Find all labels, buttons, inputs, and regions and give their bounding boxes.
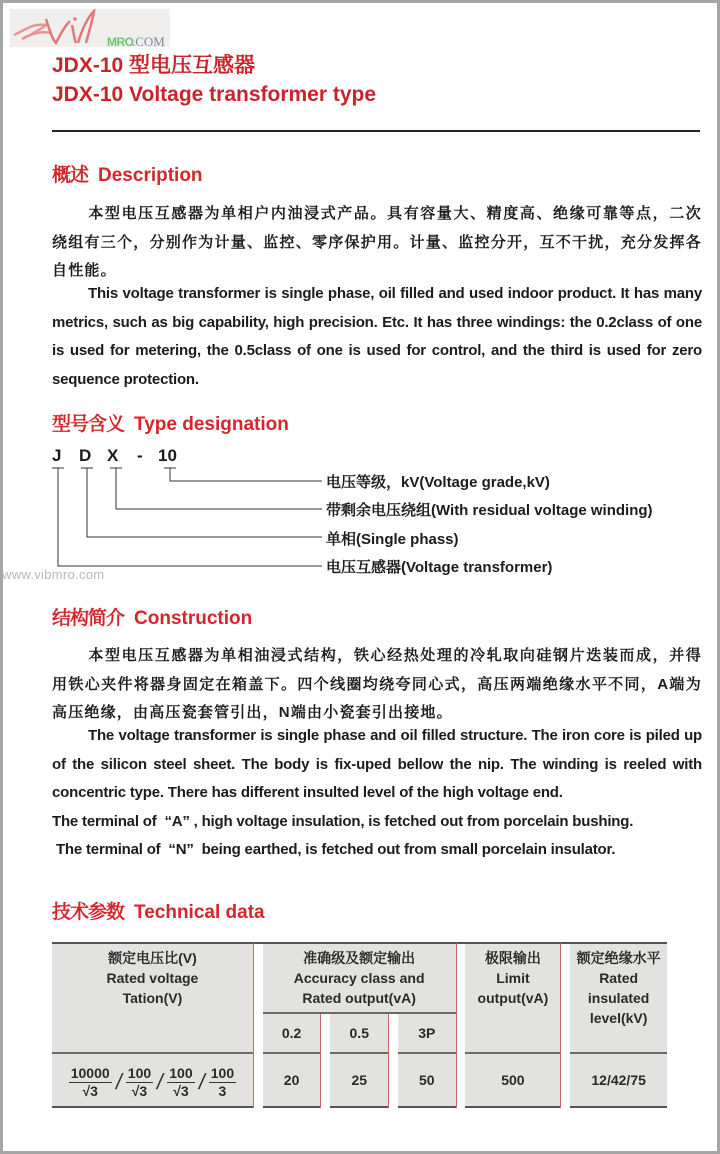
header-insulation-cn: 额定绝缘水平: [576, 950, 661, 966]
description-paragraph-cn: [52, 200, 702, 286]
logo-mro-text: MRO: [107, 35, 134, 49]
technical-data-heading: [52, 897, 265, 924]
description-heading: [52, 160, 203, 187]
ratio-separator: /: [196, 1069, 208, 1094]
header-insulation-level: [570, 942, 667, 1054]
ratio-fraction: [126, 1065, 153, 1100]
description-heading-en: Description: [98, 165, 203, 186]
ratio-numerator: 10000: [70, 1064, 110, 1081]
designation-label-single-phase: 单相(Single phass): [326, 531, 459, 548]
type-designation-heading-en: Type designation: [134, 414, 289, 435]
construction-text-en-3: The terminal of “N” being earthed, is fetched out from small porcelain insulator.: [52, 841, 616, 858]
header-accuracy-0-2: 0.2: [263, 1014, 321, 1054]
description-text-en: This voltage transformer is single phase, oil filled and used indoor product. It has many metrics, such as big capability, high precision. Etc. It has three windings: the 0.2class of one is used for metering, the 0.5class of one is used for control, and the third is used for zero sequence protection.: [52, 285, 702, 388]
construction-heading-cn: 结构简介: [52, 608, 125, 629]
designation-dash: -: [137, 446, 143, 465]
column-gutter: [388, 1054, 398, 1108]
logo-com-text: .COM: [132, 34, 165, 49]
header-rated-voltage-en1: Rated voltage: [106, 970, 199, 986]
designation-letter-d: D: [79, 446, 92, 465]
header-rated-voltage: [52, 942, 253, 1054]
column-gutter: [320, 1014, 330, 1054]
ratio-fraction: [69, 1065, 112, 1100]
column-gutter: [253, 942, 263, 1108]
ratio-separator: /: [155, 1069, 166, 1094]
designation-letter-x: X: [107, 446, 119, 465]
construction-heading-en: Construction: [134, 608, 253, 629]
column-gutter: [388, 1014, 398, 1054]
ratio-numerator: 100: [169, 1064, 193, 1081]
column-gutter: [560, 942, 570, 1108]
header-limit-cn: 极限输出: [484, 950, 541, 966]
header-accuracy-3p: 3P: [398, 1014, 455, 1054]
ratio-numerator: 100: [127, 1064, 152, 1081]
cell-acc-3p: 50: [398, 1054, 455, 1108]
construction-heading: [52, 603, 252, 630]
technical-data-heading-en: Technical data: [134, 902, 265, 923]
logo-script-mark: [12, 9, 107, 47]
header-rated-voltage-en2: Tation(V): [122, 990, 183, 1006]
construction-text-cn: 本型电压互感器为单相油浸式结构，铁心经热处理的冷轧取向硅钢片迭装而成，并得用铁心夹件将器身固定在箱盖下。四个线圈均绕夸同心式，高压两端绝缘水平不同，A端为高压绝缘，由高压瓷套管引出，N端由小瓷套引出接地。: [52, 647, 702, 721]
watermark-text: www.vibmro.com: [2, 567, 105, 582]
technical-data-heading-cn: 技术参数: [52, 902, 125, 923]
title-divider: [52, 130, 700, 132]
ratio-denominator: √3: [131, 1082, 148, 1099]
header-rated-voltage-cn: 额定电压比(V): [108, 950, 197, 966]
cell-ratio: [52, 1054, 253, 1108]
header-insulation-en2: insulated: [587, 990, 650, 1006]
description-heading-cn: 概述: [52, 165, 89, 186]
designation-voltage: 10: [158, 446, 177, 465]
ratio-fraction: [209, 1065, 236, 1100]
site-logo: [10, 9, 170, 47]
designation-label-voltage-grade: 电压等级，kV(Voltage grade,kV): [326, 474, 550, 491]
ratio-denominator: √3: [173, 1082, 189, 1099]
header-accuracy-cn: 准确级及额定输出: [303, 950, 416, 966]
cell-acc-0-2: 20: [263, 1054, 321, 1108]
designation-letter-j: J: [52, 446, 62, 465]
page-title-cn: JDX-10 型电压互感器: [52, 54, 256, 77]
designation-label-residual-winding: 带剩余电压绕组(With residual voltage winding): [326, 502, 653, 519]
header-accuracy-en1: Accuracy class and: [293, 970, 425, 986]
ratio-separator: /: [113, 1069, 125, 1094]
column-gutter: [320, 1054, 330, 1108]
voltage-ratio: [69, 1061, 236, 1100]
construction-paragraph-cn: [52, 642, 702, 728]
ratio-fraction: [167, 1065, 194, 1100]
column-gutter: [456, 942, 466, 1108]
header-accuracy: [263, 942, 456, 1014]
page-title-en: JDX-10 Voltage transformer type: [52, 83, 377, 106]
header-accuracy-en2: Rated output(vA): [302, 990, 416, 1006]
ratio-denominator: 3: [218, 1082, 227, 1099]
header-accuracy-0-5: 0.5: [330, 1014, 388, 1054]
header-insulation-en3: level(kV): [589, 1010, 648, 1026]
description-paragraph-en: [52, 280, 702, 394]
ratio-denominator: √3: [82, 1082, 98, 1099]
technical-data-table: [52, 942, 667, 1108]
ratio-numerator: 100: [210, 1064, 235, 1081]
header-limit-en2: output(vA): [477, 990, 549, 1006]
construction-text-en-2: The terminal of “A” , high voltage insulation, is fetched out from porcelain bushing.: [52, 812, 634, 830]
type-designation-heading-cn: 型号含义: [52, 414, 125, 435]
cell-insulation-level: 12/42/75: [570, 1054, 667, 1108]
construction-text-en-1: The voltage transformer is single phase and oil filled structure. The iron core is piled up of the silicon steel sheet. The body is fix-uped bellow the nip. The winding is reeled with concentric type. There has different insulted level of the high voltage end.: [52, 727, 702, 801]
header-insulation-en1: Rated: [599, 970, 639, 986]
cell-limit-output: 500: [465, 1054, 560, 1108]
cell-acc-0-5: 25: [330, 1054, 388, 1108]
designation-label-voltage-transformer: 电压互感器(Voltage transformer): [326, 559, 553, 576]
header-limit-output: [465, 942, 560, 1054]
construction-paragraph-en: [52, 722, 702, 865]
type-designation-heading: [52, 409, 289, 436]
header-limit-en1: Limit: [496, 970, 530, 986]
description-text-cn: 本型电压互感器为单相户内油浸式产品。具有容量大、精度高、绝缘可靠等点，二次绕组有三个，分别作为计量、监控、零序保护用。计量、监控分开，互不干扰，充分发挥各自性能。: [52, 205, 702, 279]
